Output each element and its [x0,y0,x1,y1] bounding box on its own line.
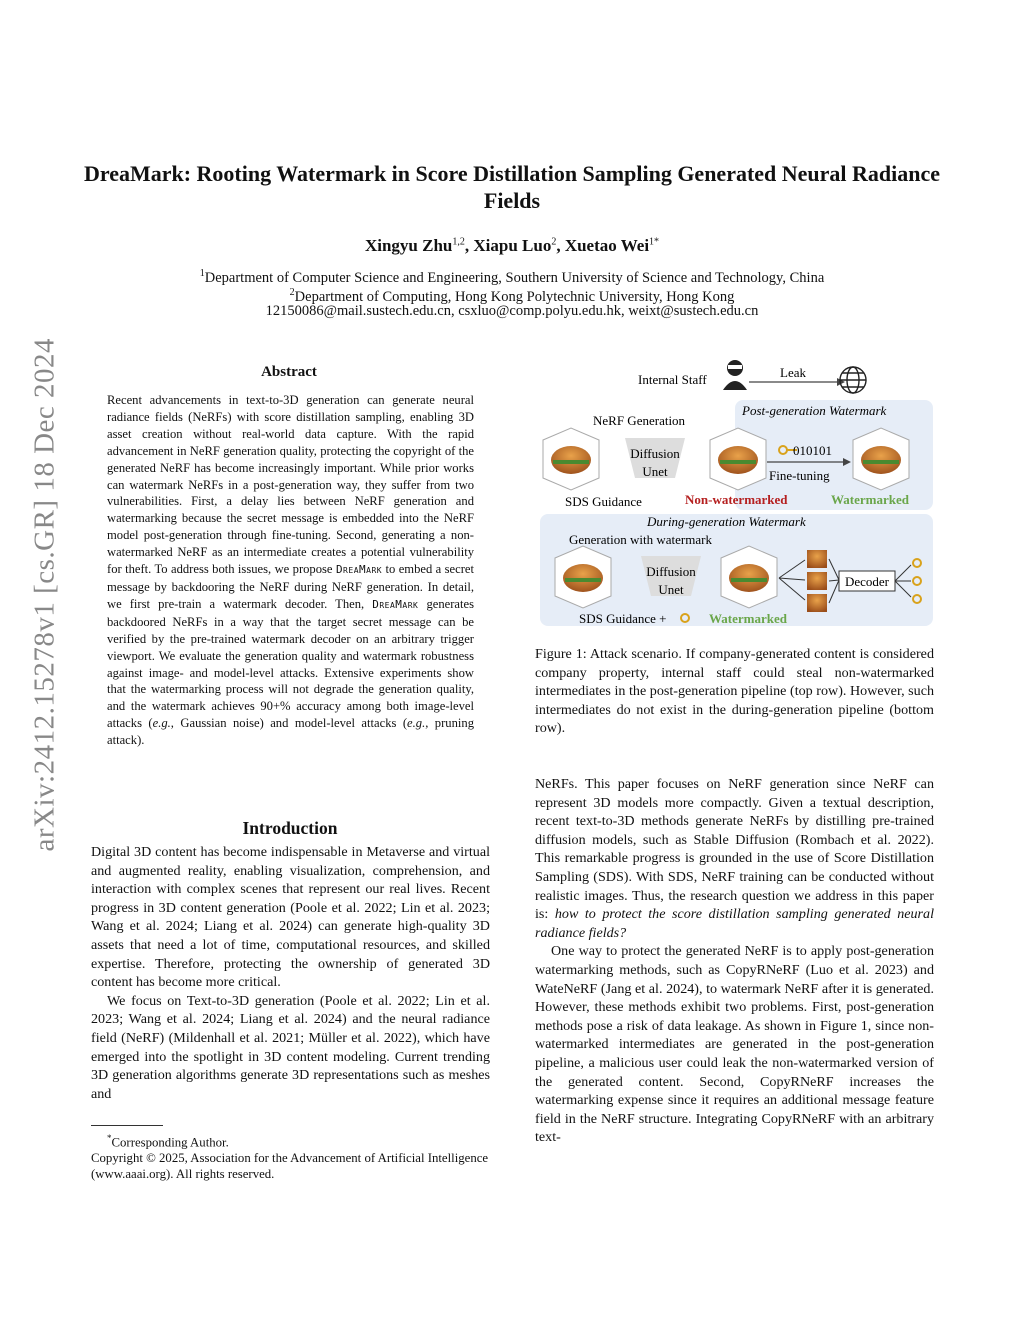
nerf-cube-1 [543,428,599,490]
internal-staff-label: Internal Staff [638,372,707,387]
affiliation-1: $^1$Department of Computer Science and Engineering, Southern University of Science and Technology, China [199,268,825,286]
nerf-cube-2 [555,546,611,608]
sds-guidance-plus-label: SDS Guidance + [579,611,667,626]
fine-tuning-label: Fine-tuning [769,468,830,483]
nerf-cube-non-watermarked [710,428,766,490]
rendered-views [807,550,827,612]
leak-label: Leak [780,365,806,380]
paragraph: NeRFs. This paper focuses on NeRF generation since NeRF can represent 3D models more compactly. Given a textual description, recent text-to-3D methods generate NeRFs by distilling pre-trained diffusion models, such as Stable Diffusion (Rombach et al. 2022). This remarkable progress is grounded in the use of Score Distillation Sampling (SDS). With SDS, NeRF training can be conducted without realistic images. Thus, the research question we address in this paper is: how to protect the score distillation sampling generated neural radiance fields? [535,776,934,941]
figure-caption: Figure 1: Attack scenario. If company-generated content is considered company property, internal staff could steal non-watermarked intermediates in the post-generation pipeline (top row). However, such intermediates do not exist in the during-generation pipeline (bottom row). [535,646,934,737]
author-affil-sup: 1* [649,236,660,248]
non-watermarked-label: Non-watermarked [685,492,788,507]
method-name: DreaMark [335,563,383,577]
introduction-body [91,843,490,1103]
sds-guidance-label: SDS Guidance [565,494,642,509]
post-generation-label: Post-generation Watermark [742,403,887,418]
watermarked-label-2: Watermarked [709,611,787,626]
abstract-body: Recent advancements in text-to-3D generation can generate neural radiance fields (NeRFs) with score distillation sampling, enabling 3D asset creation without real-world data capture. With the rapid advancement in NeRF generation quality, protecting the copyright of the generated NeRF has become increasingly important. While prior works can watermark NeRFs in a post-generation way, they suffer from two vulnerabilities. First, a delay lies between NeRF generation and watermarking because the secret message is embedded into the NeRF model post-generation through fine-tuning. Second, generating a non-watermarked NeRF as an intermediate creates a potential vulnerability for theft. To address both issues, we propose DreaMark to embed a secret message by backdooring the NeRF during NeRF generation. In detail, we first pre-train a watermark decoder. Then, DreaMark generates backdoored NeRFs in a way that the target secret message can be verified by the pre-trained watermark decoder on an arbitrary trigger viewport. We evaluate the generation quality and watermark robustness against image- and model-level attacks. Extensive experiments show that the watermarking process will not degrade the generation quality, and the watermark achieves 90+% accuracy among both image-level attacks (e.g., Gaussian noise) and model-level attacks (e.g., pruning attack). [107,393,475,748]
footnote-rule [91,1125,163,1126]
generation-with-watermark-label: Generation with watermark [569,532,712,547]
copyright-notice: Copyright © 2025, Association for the Advancement of Artificial Intelligence (www.aaai.org). All rights reserved. [91,1151,489,1182]
nerf-cube-watermarked [853,428,909,490]
author-affil-sup: 1,2 [452,236,465,248]
svg-text:Unet: Unet [642,464,668,479]
globe-icon [840,367,866,393]
watermarked-label: Watermarked [831,492,909,507]
paper-title: DreaMark: Rooting Watermark in Score Distillation Sampling Generated Neural Radiance Fields [83,161,941,213]
author-affil-sup: 2 [551,236,557,248]
author-name: Xingyu Zhu [364,236,453,255]
author-list: Xingyu Zhu$^{1,2}$, Xiapu Luo$^2$, Xuetao Wei$^{1*}$ [364,236,660,255]
svg-text:Diffusion: Diffusion [646,564,696,579]
svg-text:Unet: Unet [658,582,684,597]
secret-code-label: 010101 [793,443,832,458]
footnote: *Corresponding Author. Copyright © 2025, Association for the Advancement of Artificial Intelligence (www.aaai.org). All rights reserved. [91,1130,491,1182]
author-emails: 12150086@mail.sustech.edu.cn, csxluo@comp.polyu.edu.hk, weixt@sustech.edu.cn [265,303,759,319]
section-heading-introduction: Introduction [242,818,338,838]
abstract-heading: Abstract [261,364,317,380]
during-generation-label: During-generation Watermark [647,514,806,529]
author-name: Xuetao Wei [564,236,650,255]
paragraph: We focus on Text-to-3D generation (Poole et al. 2022; Lin et al. 2023; Wang et al. 2024; Liang et al. 2024) and the neural radiance field (NeRF) (Mildenhall et al. 2021; Müller et al. 2022), which have emerged into the spotlight in 3D content modeling. Current trending 3D generation algorithms generate 3D representations such as meshes and [91,992,490,1102]
right-column-body [535,775,934,1147]
svg-text:Diffusion: Diffusion [630,446,680,461]
nerf-generation-label: NeRF Generation [593,413,686,428]
nerf-cube-watermarked-2 [721,546,777,608]
diffusion-unet-block-2 [641,556,701,597]
paragraph: Digital 3D content has become indispensable in Metaverse and virtual and augmented reality, enabling visualization, comprehension, and interaction with complex scenes that represent our real lives. Recent progress in 3D content generation (Poole et al. 2022; Lin et al. 2023; Wang et al. 2024; Liang et al. 2024) can generate high-quality 3D assets that need a lot of time, computational resources, and skilled expertise. Therefore, protecting the ownership of generated 3D content has become more critical. [91,844,490,991]
research-question: how to protect the score distillation sampling generated neural radiance fields? [535,906,934,941]
affiliation-2: $^2$Department of Computing, Hong Kong Polytechnic University, Hong Kong [289,287,735,305]
figure-attack-scenario [535,360,935,630]
method-name: DreaMark [372,597,419,611]
author-name: Xiapu Luo [473,236,552,255]
decoder-label: Decoder [844,574,890,589]
hacker-icon [723,360,747,390]
paragraph: One way to protect the generated NeRF is to apply post-generation watermarking methods, such as CopyRNeRF (Luo et al. 2023) and WateNeRF (Jang et al. 2024), to watermark NeRF after it is generated. However, these methods exhibit two problems. First, post-generation methods pose a risk of data leakage. As shown in Figure 1, since non-watermarked intermediates are generated in the post-generation pipeline, a malicious user could leak the non-watermarked version of the generated content. Second, CopyRNeRF increases the watermarking expense since it requires an additional message feature field in the NeRF structure. Integrating CopyRNeRF with an arbitrary text- [535,943,934,1146]
diffusion-unet-block [625,438,685,479]
arxiv-identifier: arXiv:2412.15278v1 [cs.GR] 18 Dec 2024 [28,337,61,852]
